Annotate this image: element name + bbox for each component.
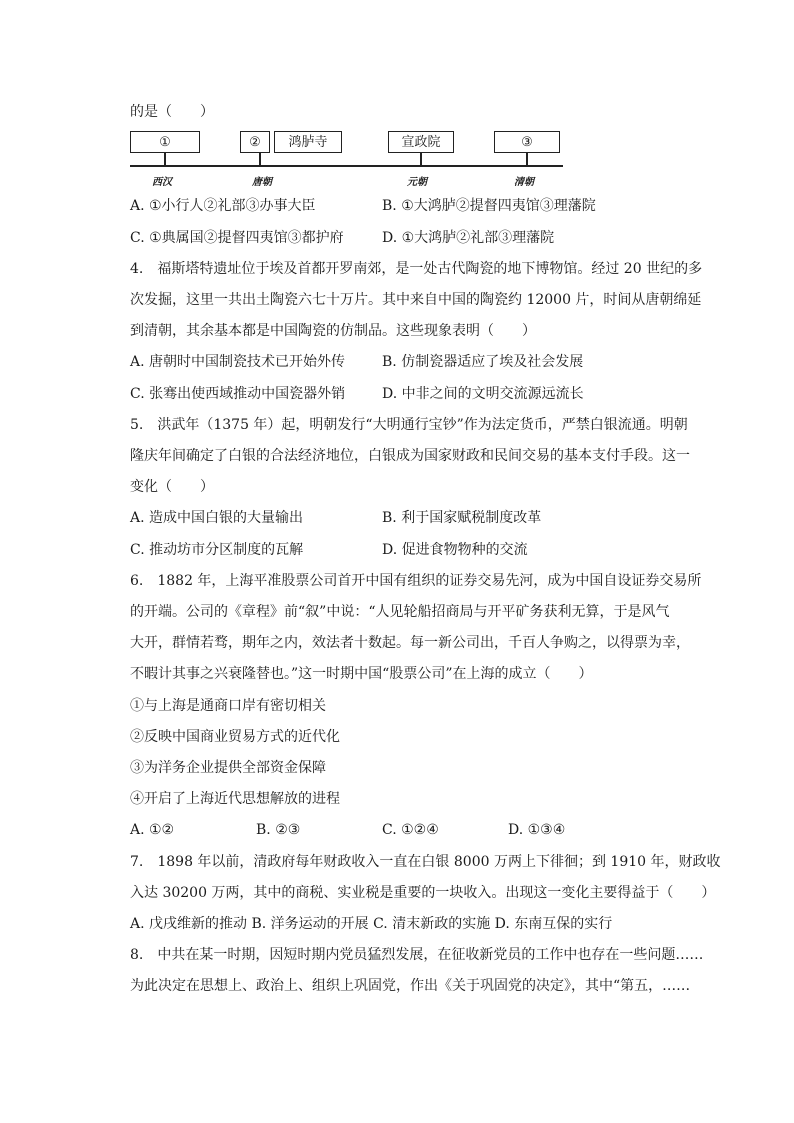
statement-item: ③为洋务企业提供全部资金保障 [130, 760, 326, 776]
timeline-stem [164, 153, 166, 165]
question-7-line: 入达 30200 万两，其中的商税、实业税是重要的一块收入。出现这一变化主要得益于（ ） [130, 885, 716, 901]
question-6-line: 大开，群情若骛，期年之内，效法者十数起。每一新公司出，千百人争购之，以得票为幸， [130, 635, 690, 651]
option-b: B. 仿制瓷器适应了埃及社会发展 [382, 354, 584, 370]
option-a: A. ①小行人②礼部③办事大臣 [130, 198, 316, 214]
timeline-axis [130, 165, 563, 167]
option-a: A. 唐朝时中国制瓷技术已开始外传 [130, 354, 346, 370]
option-c: C. 张骞出使西域推动中国瓷器外销 [130, 386, 346, 402]
option-a: A. 造成中国白银的大量输出 [130, 510, 304, 526]
timeline-box-1: ① [130, 131, 200, 153]
question-7-line: 7. 1898 年以前，清政府每年财政收入一直在白银 8000 万两上下徘徊；到 1910 年，财政收 [130, 854, 721, 870]
option-d: D. 促进食物物种的交流 [382, 542, 528, 558]
timeline-box-3: ③ [494, 131, 560, 153]
question-6-line: 6. 1882 年，上海平准股票公司首开中国有组织的证券交易先河，成为中国自设证券交易所 [130, 573, 702, 589]
question-8-line: 为此决定在思想上、政治上、组织上巩固党，作出《关于巩固党的决定》，其中“第五，…… [130, 978, 691, 994]
timeline-label-tang: 唐朝 [252, 177, 272, 188]
question-6-line: 的开端。公司的《章程》前“叙”中说：“人见轮船招商局与开平矿务获利无算，于是风气 [130, 604, 670, 620]
statement-item: ④开启了上海近代思想解放的进程 [130, 791, 340, 807]
option-c: C. ①典属国②提督四夷馆③都护府 [130, 230, 344, 246]
option-c: C. 推动坊市分区制度的瓦解 [130, 542, 304, 558]
question-6-line: 不暇计其事之兴衰隆替也。”这一时期中国“股票公司”在上海的成立（ ） [130, 666, 593, 682]
question-8-line: 8. 中共在某一时期，因短时期内党员猛烈发展，在征收新党员的工作中也存在一些问题…… [130, 947, 704, 963]
option-d: D. 中非之间的文明交流源远流长 [382, 386, 584, 402]
option-b: B. ①大鸿胪②提督四夷馆③理藩院 [382, 198, 596, 214]
timeline-label-xihan: 西汉 [152, 177, 172, 188]
option-a: A. ①② [130, 822, 175, 838]
option-b: B. ②③ [256, 822, 301, 838]
question-7-options: A. 戊戌维新的推动 B. 洋务运动的开展 C. 清末新政的实施 D. 东南互保的实行 [130, 916, 613, 932]
timeline-stem [420, 153, 422, 165]
timeline-box-xuanzhengyuan: 宣政院 [388, 131, 454, 153]
timeline-stem [526, 153, 528, 165]
question-4-line: 到清朝，其余基本都是中国陶瓷的仿制品。这些现象表明（ ） [130, 323, 536, 339]
timeline-stem [259, 153, 261, 165]
question-5-line: 5. 洪武年（1375 年）起，明朝发行“大明通行宝钞”作为法定货币，严禁白银流通。明朝 [130, 417, 688, 433]
question-5-line: 隆庆年间确定了白银的合法经济地位，白银成为国家财政和民间交易的基本支付手段。这一 [130, 448, 690, 464]
statement-item: ①与上海是通商口岸有密切相关 [130, 698, 326, 714]
timeline-box-2: ② [240, 131, 270, 153]
question-stem-tail: 的是（ ） [130, 104, 214, 120]
question-5-line: 变化（ ） [130, 479, 214, 495]
option-d: D. ①大鸿胪②礼部③理藩院 [382, 230, 555, 246]
timeline-box-honglusi: 鸿胪寺 [274, 131, 342, 153]
statement-item: ②反映中国商业贸易方式的近代化 [130, 729, 340, 745]
timeline-diagram [128, 128, 568, 188]
option-b: B. 利于国家赋税制度改革 [382, 510, 542, 526]
question-4-line: 次发掘，这里一共出土陶瓷六七十万片。其中来自中国的陶瓷约 12000 片，时间从唐朝绵延 [130, 292, 702, 308]
timeline-label-qing: 清朝 [514, 177, 534, 188]
option-c: C. ①②④ [382, 822, 439, 838]
timeline-label-yuan: 元朝 [407, 177, 427, 188]
option-d: D. ①③④ [508, 822, 566, 838]
question-4-line: 4. 福斯塔特遗址位于埃及首都开罗南郊，是一处古代陶瓷的地下博物馆。经过 20 世纪的多 [130, 261, 703, 277]
